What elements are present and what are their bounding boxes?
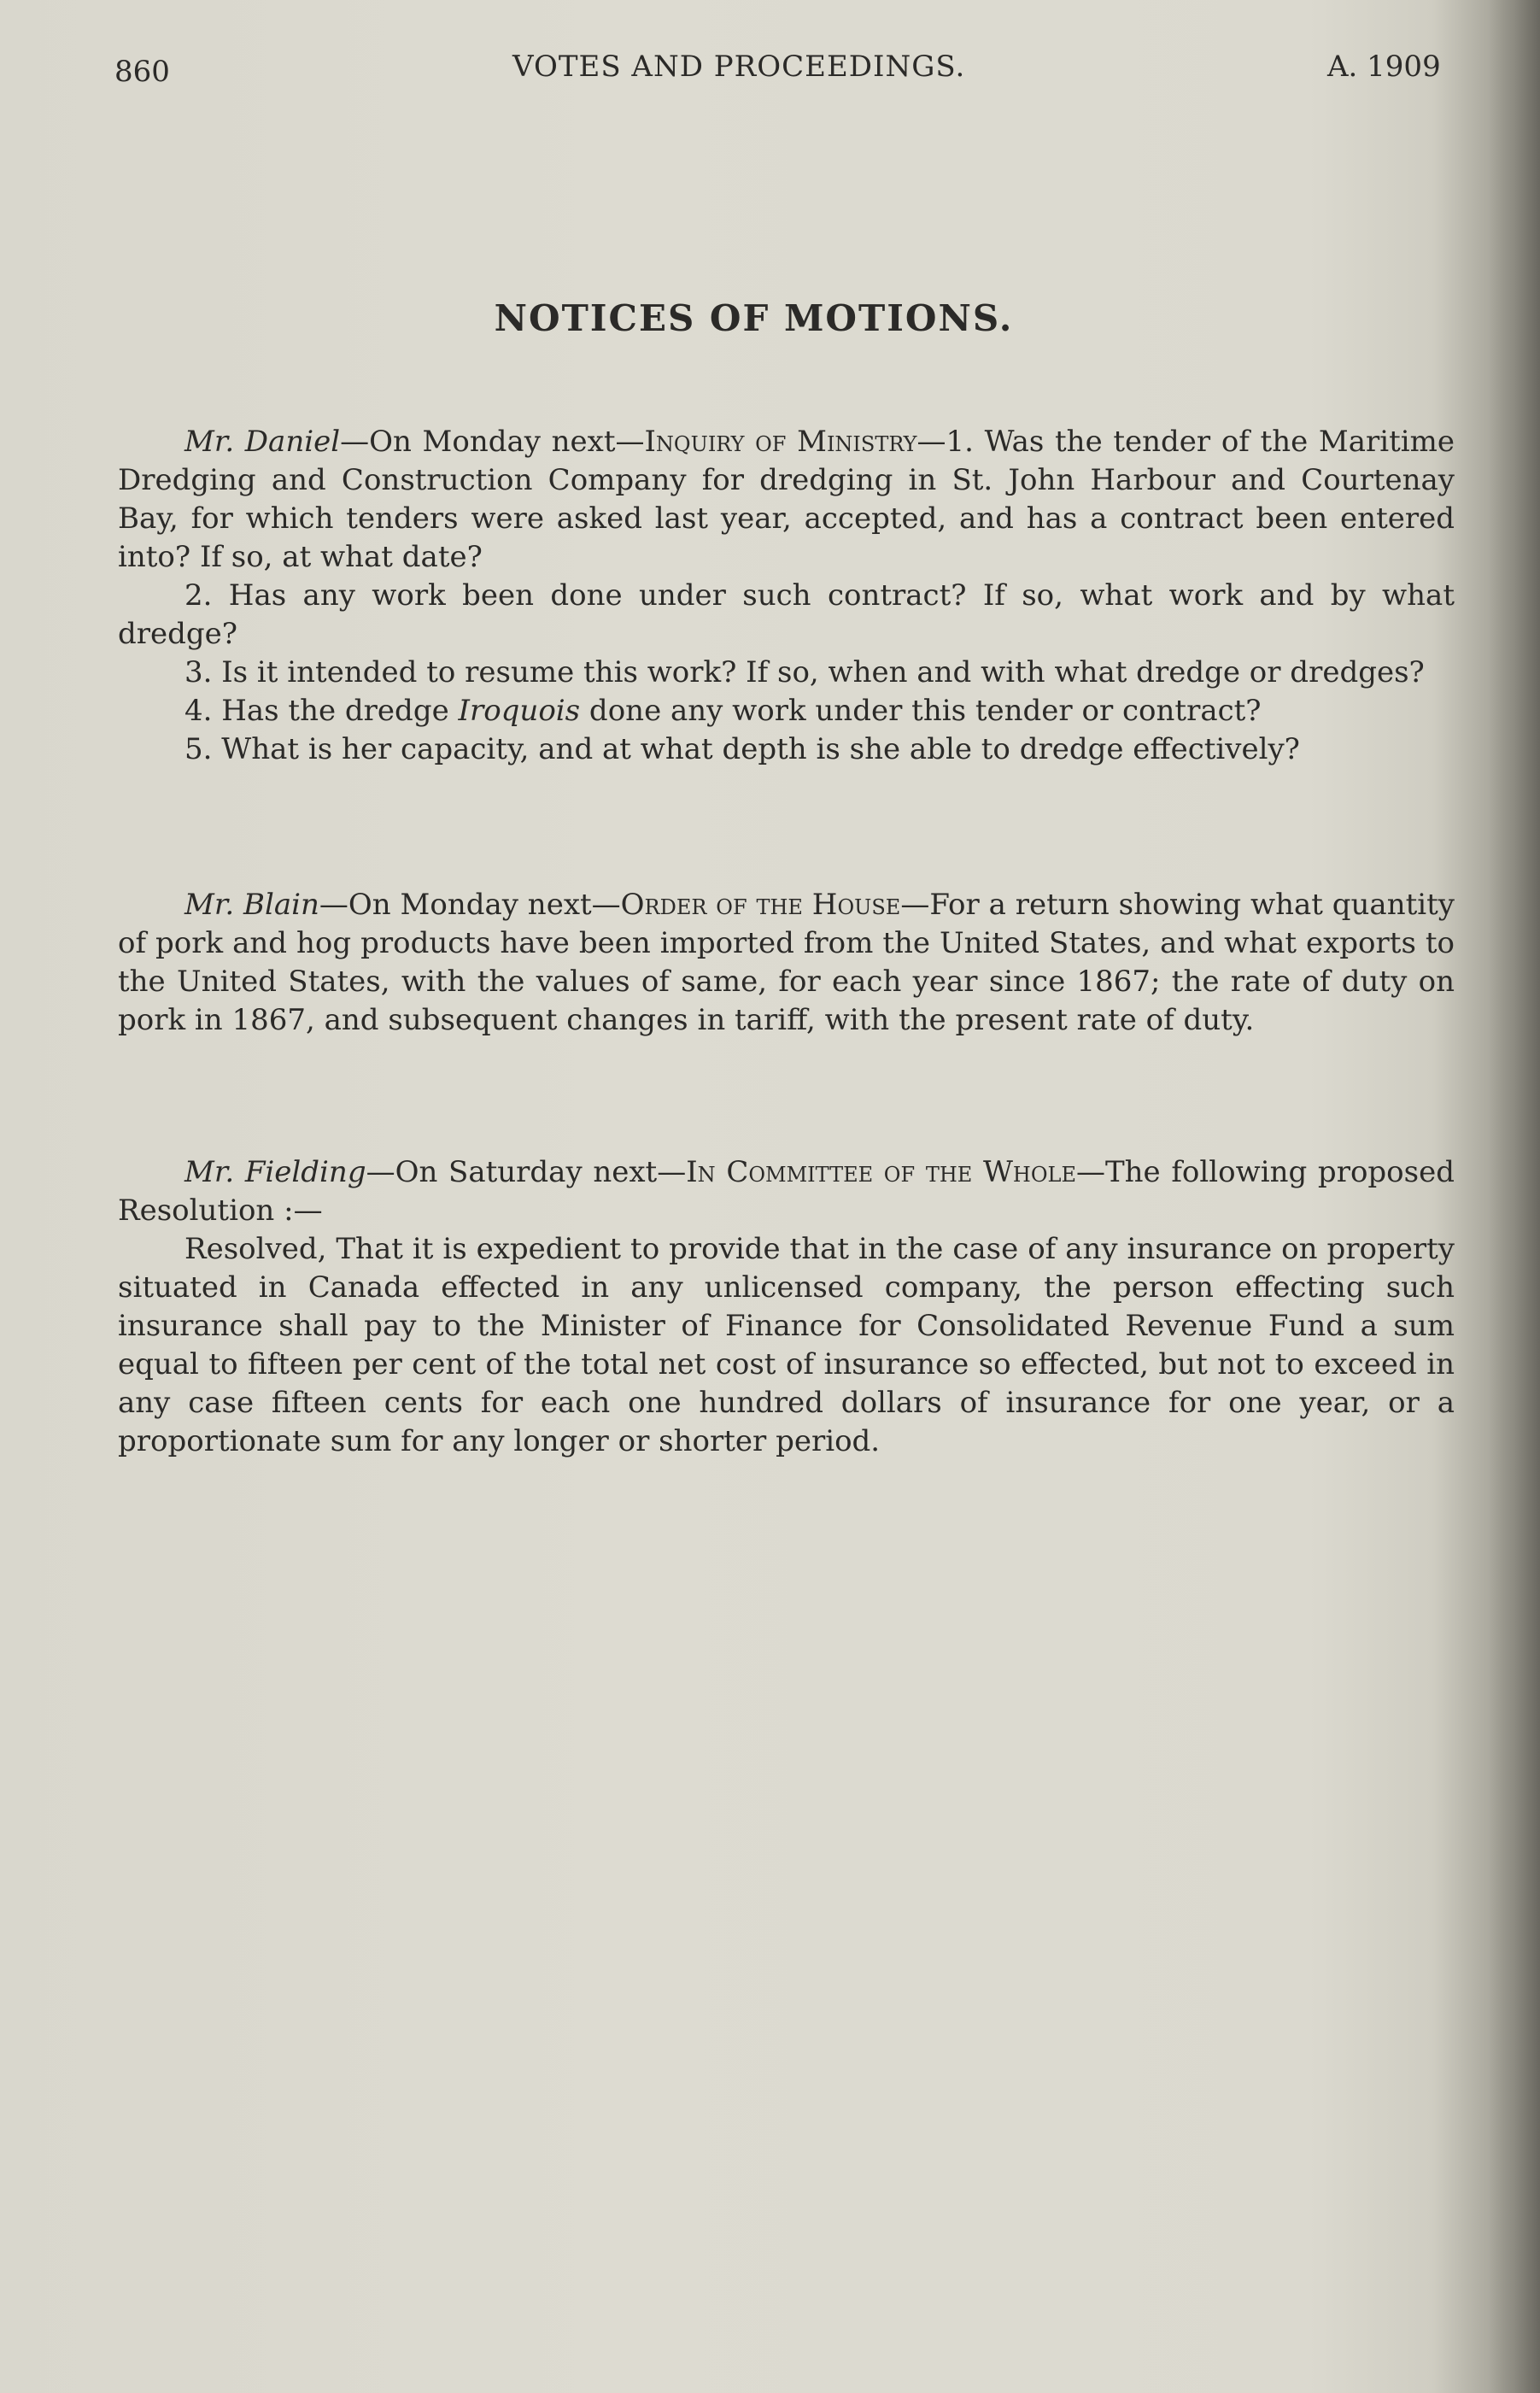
question-text: 4. Has the dredge bbox=[184, 694, 459, 728]
motion-daniel-q1 bbox=[118, 423, 1455, 577]
motion-blain bbox=[118, 886, 1455, 1040]
member-name: Mr. Blain bbox=[184, 888, 319, 922]
motion-daniel-q5: 5. What is her capacity, and at what depth is she able to dredge effectively? bbox=[184, 732, 1300, 766]
running-head-title: VOTES AND PROCEEDINGS. bbox=[512, 50, 966, 84]
motion-type: Order of the House bbox=[620, 888, 901, 922]
running-head-year: A. 1909 bbox=[1327, 50, 1441, 84]
member-name: Mr. Fielding bbox=[184, 1155, 366, 1189]
motion-fielding-intro bbox=[118, 1153, 1455, 1230]
motion-fielding bbox=[118, 1153, 1455, 1461]
section-title: NOTICES OF MOTIONS. bbox=[494, 297, 1014, 339]
running-head bbox=[0, 50, 1540, 92]
motion-daniel bbox=[118, 423, 1455, 769]
motion-daniel-q2: 2. Has any work been done under such contract? If so, what work and by what dredge? bbox=[118, 578, 1455, 651]
motion-daniel-q3: 3. Is it intended to resume this work? If so, when and with what dredge or dredges? bbox=[184, 655, 1425, 689]
motion-blain-text bbox=[118, 886, 1455, 1040]
motion-intro: —The following proposed Resolution :— bbox=[118, 1155, 1455, 1228]
motion-when: —On Monday next— bbox=[319, 888, 621, 922]
motion-type: In Committee of the Whole bbox=[686, 1155, 1076, 1189]
member-name: Mr. Daniel bbox=[184, 425, 341, 459]
motion-when: —On Saturday next— bbox=[366, 1155, 687, 1189]
motion-fielding-resolution: Resolved, That it is expedient to provide that in the case of any insurance on property situated in Canada effected in any unlicensed company, the person effecting such insurance shall pay to the Minister of Finance for Consolidated Revenue Fund a sum equal to fifteen per cent of the total net cost of insurance so effected, but not to exceed in any case fifteen cents for each one hundred dollars of insurance for one year, or a proportionate sum for any longer or shorter period. bbox=[118, 1232, 1455, 1458]
motion-type: Inquiry of Ministry bbox=[644, 425, 917, 459]
vessel-name: Iroquois bbox=[458, 694, 581, 728]
question-text: done any work under this tender or contract? bbox=[580, 694, 1262, 728]
page-binding-shadow bbox=[1489, 0, 1540, 2393]
motion-when: —On Monday next— bbox=[340, 425, 645, 459]
page-number: 860 bbox=[114, 55, 170, 89]
motion-body: —For a return showing what quantity of pork and hog products have been imported from the United States, and what exports to the United States, with the values of same, for each year since 1867; the rate of duty on pork in 1867, and subsequent changes in tariff, with the present rate of duty. bbox=[118, 888, 1455, 1037]
motion-daniel-q4 bbox=[118, 692, 1455, 730]
question-text: —1. Was the tender of the Maritime Dredging and Construction Company for dredging in St. John Harbour and Courtenay Bay, for which tenders were asked last year, accepted, and has a contract been entered into? If so, at what date? bbox=[118, 425, 1455, 574]
